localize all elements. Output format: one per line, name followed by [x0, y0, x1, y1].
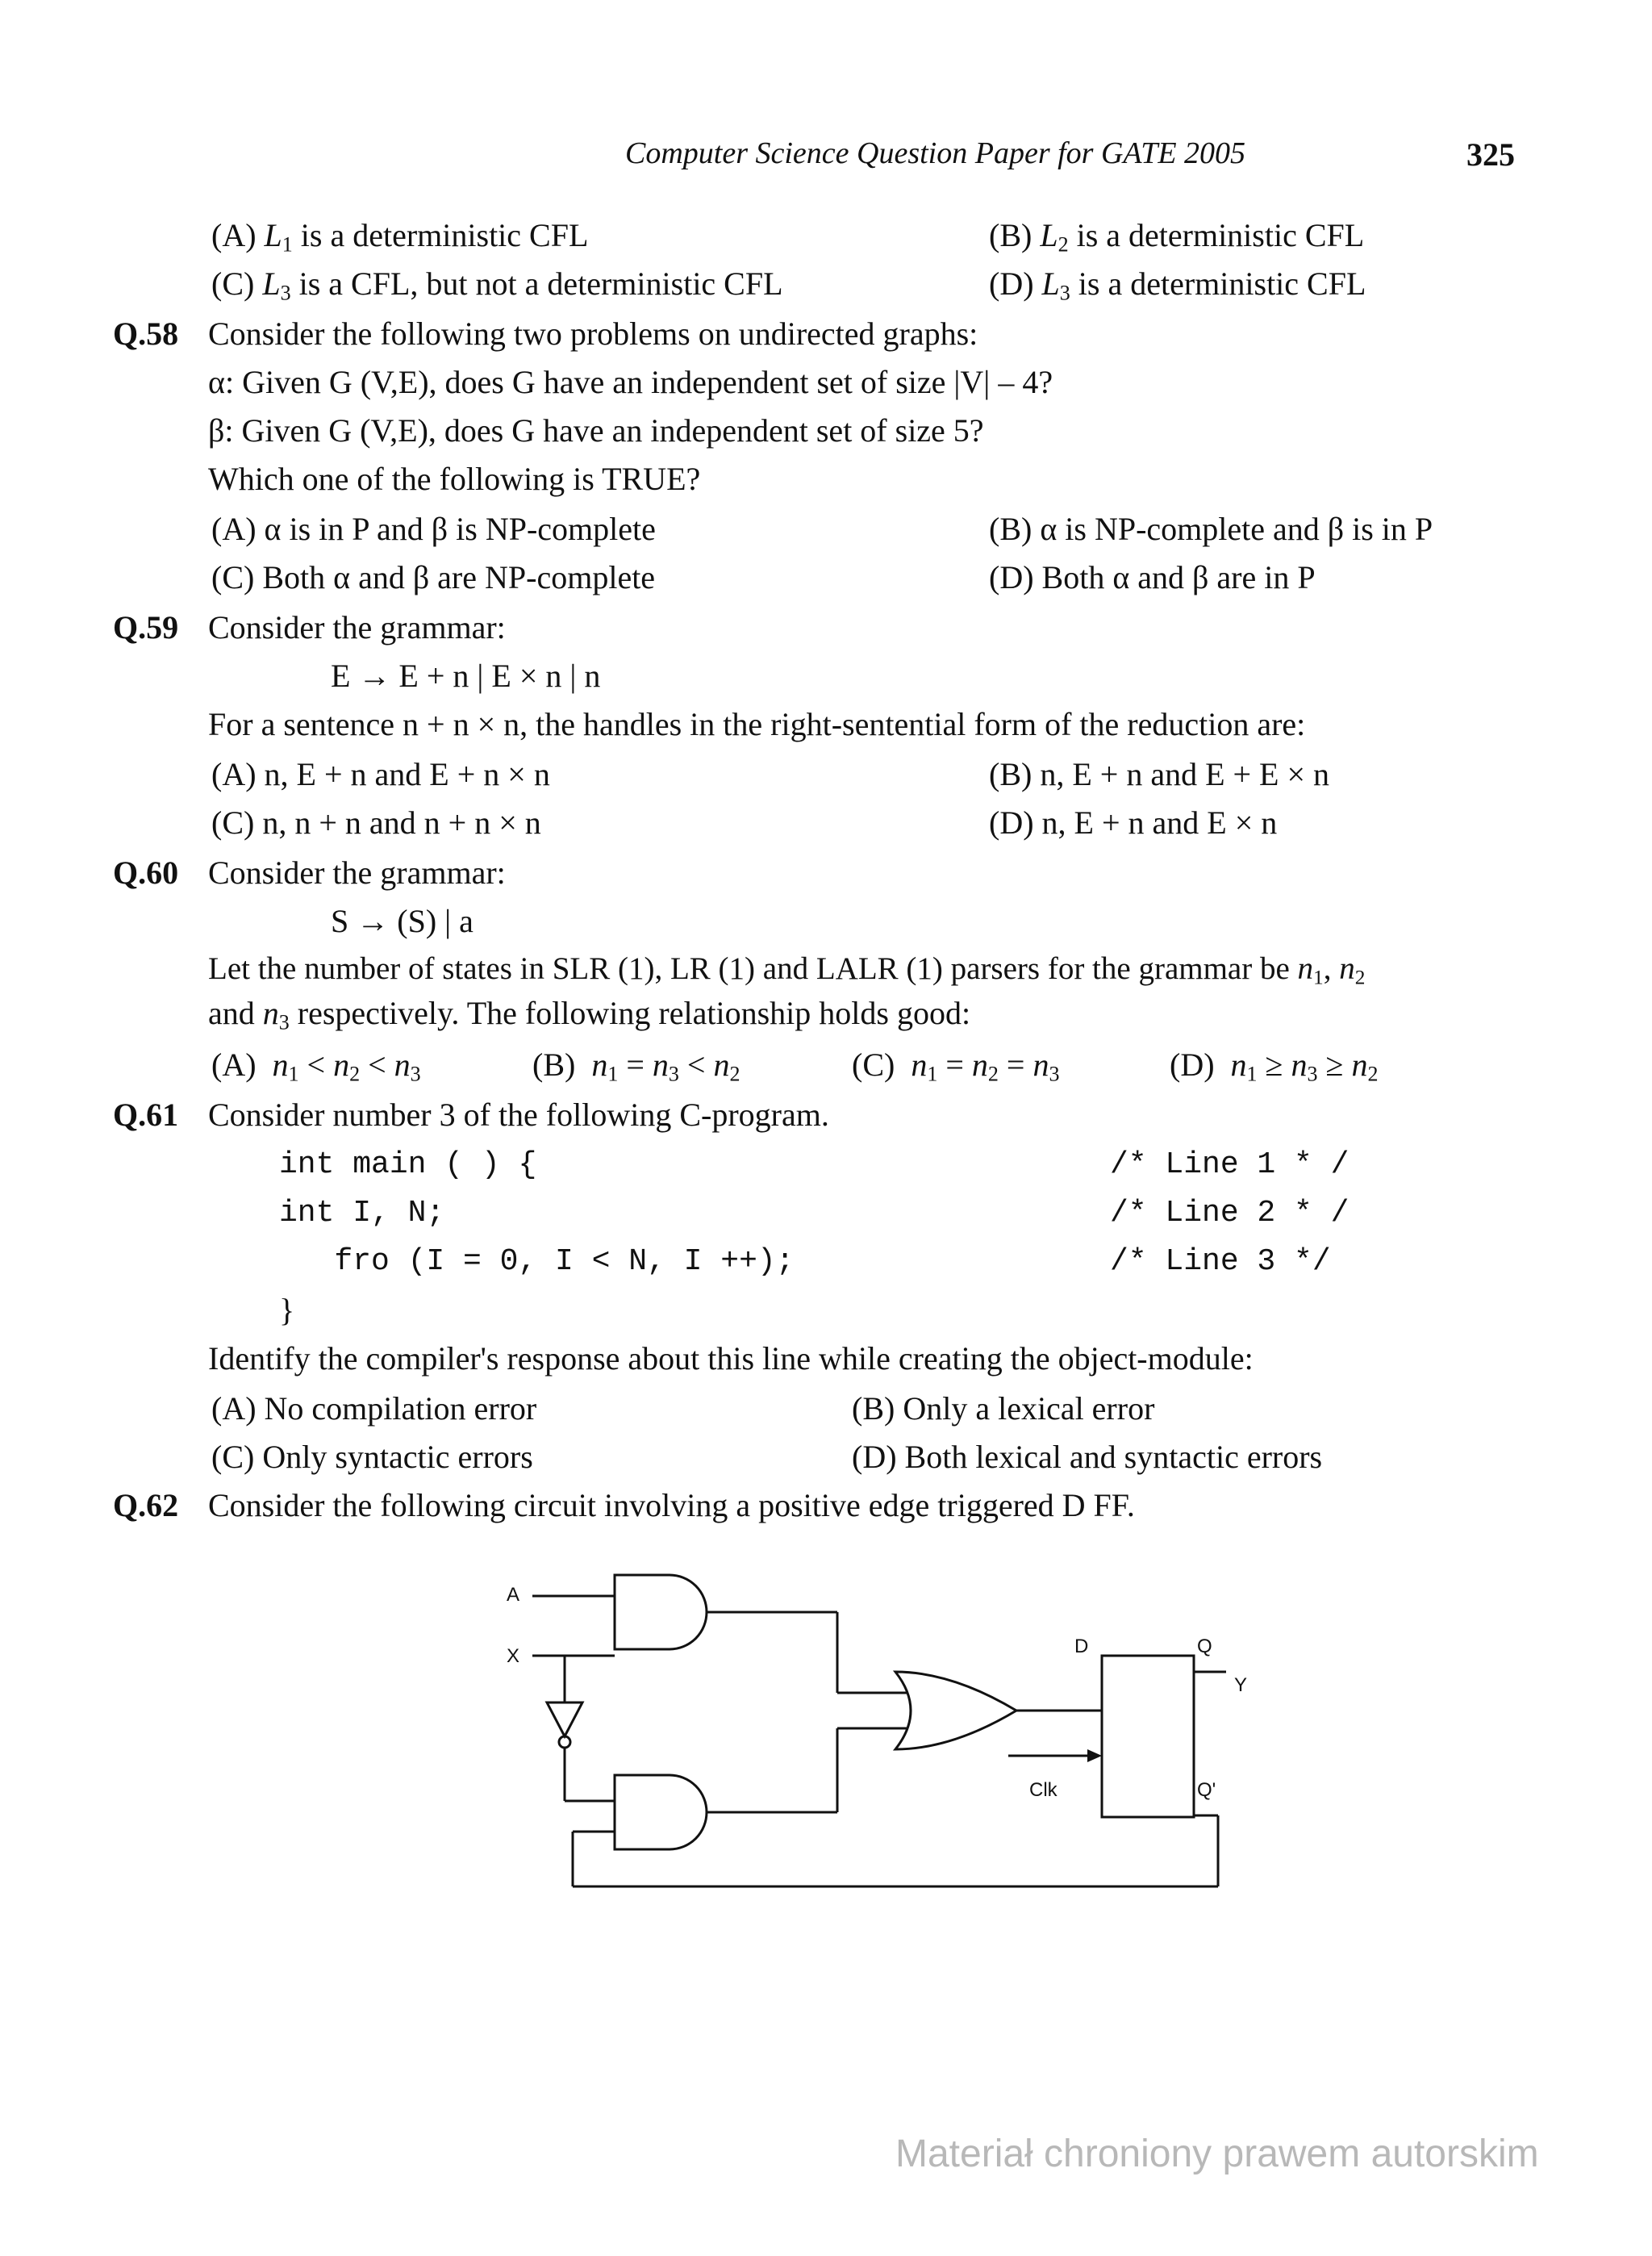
- running-header-title: Computer Science Question Paper for GATE 2005: [625, 136, 1246, 170]
- code-comment-3: /* Line 3 */: [1110, 1244, 1331, 1279]
- q61-number: Q.61: [113, 1097, 179, 1133]
- q58-prompt: Which one of the following is TRUE?: [208, 461, 701, 497]
- q59-number: Q.59: [113, 609, 179, 645]
- code-line-2: int I, N;: [279, 1196, 445, 1230]
- q59-stem: Consider the grammar:: [208, 609, 506, 645]
- q58-stem: Consider the following two problems on undirected graphs:: [208, 315, 978, 352]
- q58-beta: β: Given G (V,E), does G have an independent set of size 5?: [208, 412, 984, 449]
- q59-option-c: (C) n, n + n and n + n × n: [211, 804, 541, 841]
- code-line-1: int main ( ) {: [279, 1147, 537, 1182]
- q60-prompt-line2: and $n_3$ respectively. The following relationship holds good:: [208, 995, 971, 1034]
- d-flip-flop: [1102, 1656, 1194, 1817]
- code-line-4: }: [279, 1292, 295, 1328]
- q58-option-c: (C) Both α and β are NP-complete: [211, 559, 656, 595]
- q57-option-a: (A) $L_1$ is a deterministic CFL: [211, 217, 589, 257]
- q59-option-d: (D) n, E + n and E × n: [989, 804, 1278, 841]
- q61-option-d: (D) Both lexical and syntactic errors: [852, 1439, 1323, 1475]
- q62-stem: Consider the following circuit involving a positive edge triggered D FF.: [208, 1487, 1135, 1523]
- q58-option-a: (A) α is in P and β is NP-complete: [211, 511, 656, 547]
- q59-prompt: For a sentence n + n × n, the handles in the right-sentential form of the reduction are:: [208, 706, 1306, 742]
- q59-grammar-rule: E → E + n | E × n | n: [331, 658, 601, 694]
- or-gate: [895, 1672, 1016, 1749]
- q58-option-d: (D) Both α and β are in P: [989, 559, 1316, 595]
- q61-prompt: Identify the compiler's response about this line while creating the object-module:: [208, 1340, 1254, 1377]
- q58-alpha: α: Given G (V,E), does G have an independent set of size |V| – 4?: [208, 364, 1053, 400]
- q60-stem: Consider the grammar:: [208, 854, 506, 891]
- code-comment-1: /* Line 1 * /: [1110, 1147, 1350, 1182]
- q59-option-a: (A) n, E + n and E + n × n: [211, 756, 550, 792]
- page-number: 325: [1466, 136, 1515, 173]
- q61-option-a: (A) No compilation error: [211, 1390, 537, 1427]
- q60-option-d: (D) $n_1 \ge n_3 \ge n_2$: [1170, 1047, 1379, 1086]
- q60-option-b: (B) $n_1 = n_3 < n_2$: [532, 1047, 740, 1086]
- and-gate-lower: [615, 1775, 707, 1849]
- label-d: D: [1074, 1636, 1089, 1657]
- clock-arrow-icon: [1087, 1749, 1102, 1762]
- q60-number: Q.60: [113, 854, 179, 891]
- label-output-y: Y: [1234, 1674, 1248, 1696]
- q61-stem: Consider number 3 of the following C-program.: [208, 1097, 829, 1133]
- q61-option-b: (B) Only a lexical error: [852, 1390, 1155, 1427]
- and-gate-upper: [615, 1575, 707, 1649]
- code-line-3: fro (I = 0, I < N, I ++);: [279, 1244, 795, 1279]
- code-comment-2: /* Line 2 * /: [1110, 1196, 1350, 1230]
- q60-grammar-rule: S → (S) | a: [331, 903, 473, 939]
- q60-option-c: (C) $n_1 = n_2 = n_3$: [852, 1047, 1060, 1086]
- label-clk: Clk: [1029, 1779, 1058, 1801]
- label-q: Q: [1197, 1636, 1212, 1657]
- q60-prompt-line1: Let the number of states in SLR (1), LR (1) and LALR (1) parsers for the grammar be $n_1$, $n_2$: [208, 951, 1366, 989]
- q57-option-b: (B) $L_2$ is a deterministic CFL: [989, 217, 1365, 257]
- q57-option-c: (C) $L_3$ is a CFL, but not a deterministic CFL: [211, 265, 783, 305]
- q62-number: Q.62: [113, 1487, 179, 1523]
- q59-option-b: (B) n, E + n and E + E × n: [989, 756, 1330, 792]
- q57-option-d: (D) $L_3$ is a deterministic CFL: [989, 265, 1366, 305]
- label-input-a: A: [507, 1584, 520, 1606]
- q61-option-c: (C) Only syntactic errors: [211, 1439, 533, 1475]
- q58-number: Q.58: [113, 315, 179, 352]
- q58-option-b: (B) α is NP-complete and β is in P: [989, 511, 1433, 547]
- not-gate: [547, 1702, 582, 1736]
- q60-option-a: (A) $n_1 < n_2 < n_3$: [211, 1047, 421, 1086]
- watermark: Materiał chroniony prawem autorskim: [895, 2133, 1539, 2175]
- label-q-bar: Q': [1197, 1779, 1216, 1801]
- circuit-diagram: [484, 1557, 1274, 1904]
- label-input-x: X: [507, 1645, 520, 1667]
